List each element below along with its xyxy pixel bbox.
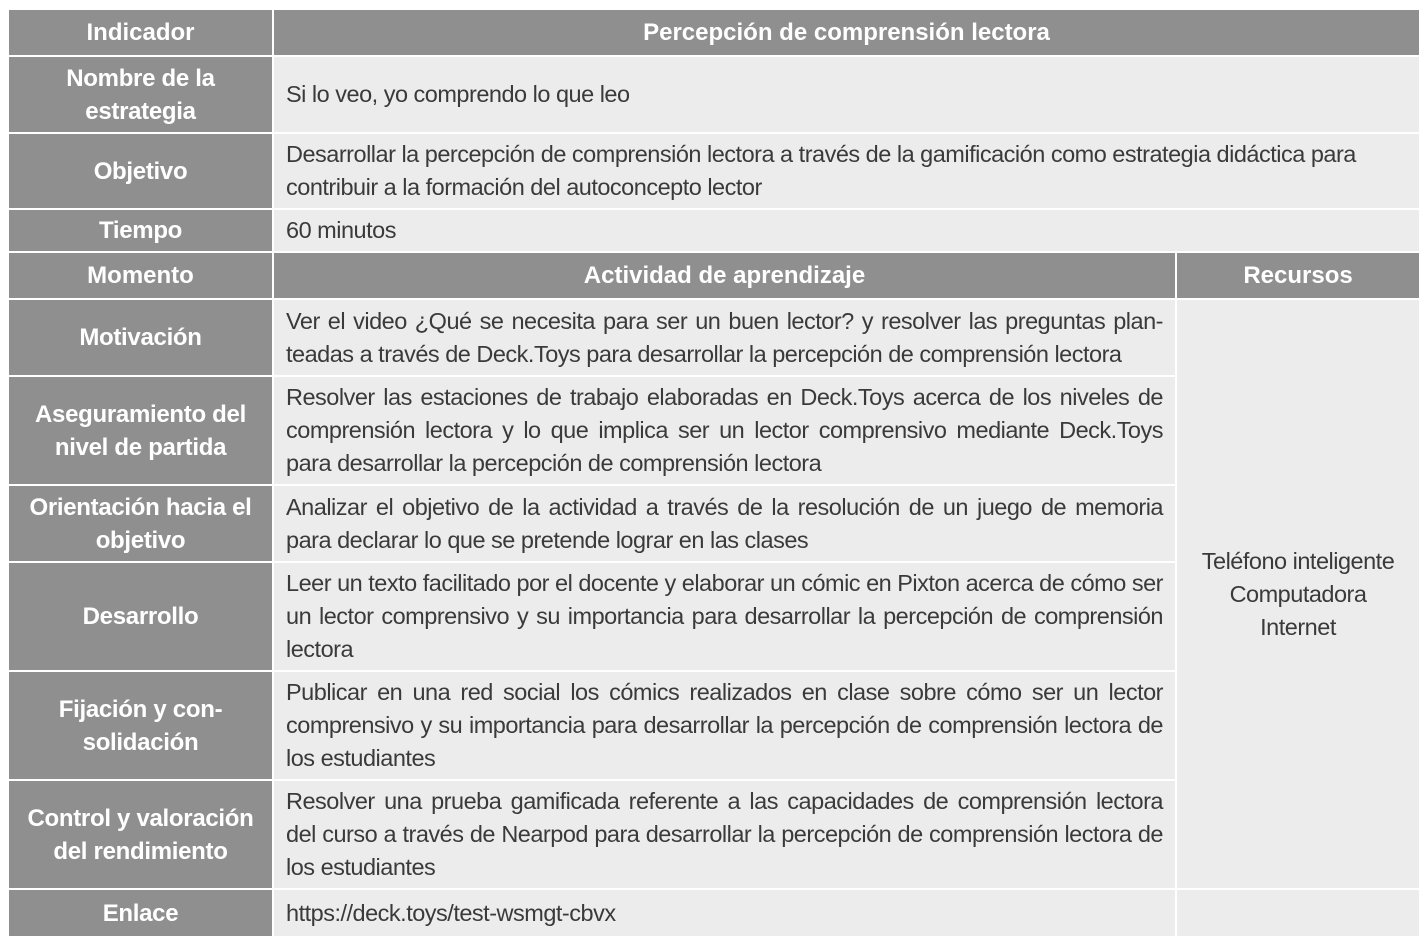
nombre-label: Nombre de la estrategia <box>8 56 273 133</box>
momento-cell: Motivación <box>8 299 273 376</box>
info-row-objetivo <box>8 133 1420 209</box>
objetivo-value: Desarrollar la percepción de comprensión lectora a través de la gamificación como estrategia didáctica para contribuir a la formación del autoconcepto lector <box>273 133 1420 209</box>
indicador-row <box>8 9 1420 56</box>
strategy-table <box>7 8 1421 938</box>
recurso-item: Teléfono inteligente <box>1201 547 1395 574</box>
table-row <box>8 299 1420 376</box>
recurso-item: Computadora <box>1229 580 1367 607</box>
recursos-cell <box>1176 299 1420 889</box>
nombre-value: Si lo veo, yo comprendo lo que leo <box>273 56 1420 133</box>
momento-header: Momento <box>8 252 273 299</box>
recurso-item: Internet <box>1260 613 1336 640</box>
objetivo-label: Objetivo <box>8 133 273 209</box>
actividad-cell: Publicar en una red social los cómics realizados en clase sobre cómo ser un lector comprensivo y su importancia para desarrollar la percepción de comprensión lectora de los estudiantes <box>273 671 1176 780</box>
enlace-link[interactable]: https://deck.toys/test-wsmgt-cbvx <box>273 889 1176 937</box>
enlace-label: Enlace <box>8 889 273 937</box>
actividad-cell: Ver el video ¿Qué se necesita para ser un buen lector? y resolver las preguntas plan-teadas a través de Deck.Toys para desarrollar la percepción de comprensión lectora <box>273 299 1176 376</box>
momento-cell: Fijación y con-solidación <box>8 671 273 780</box>
tiempo-value: 60 minutos <box>273 209 1420 252</box>
indicador-label: Indicador <box>8 9 273 56</box>
column-header-row <box>8 252 1420 299</box>
actividad-cell: Analizar el objetivo de la actividad a través de la resolución de un juego de memoria para declarar lo que se pretende lograr en las clases <box>273 485 1176 562</box>
info-row-tiempo <box>8 209 1420 252</box>
actividad-header: Actividad de aprendizaje <box>273 252 1176 299</box>
info-row-nombre <box>8 56 1420 133</box>
enlace-row <box>8 889 1420 937</box>
momento-cell: Desarrollo <box>8 562 273 671</box>
momento-cell: Orientación hacia el objetivo <box>8 485 273 562</box>
tiempo-label: Tiempo <box>8 209 273 252</box>
indicador-value: Percepción de comprensión lectora <box>273 9 1420 56</box>
actividad-cell: Leer un texto facilitado por el docente y elaborar un cómic en Pixton acerca de cómo ser un lector comprensivo y su importancia para desarrollar la percepción de comprensión lectora <box>273 562 1176 671</box>
momento-cell: Aseguramiento del nivel de partida <box>8 376 273 485</box>
enlace-recursos-empty <box>1176 889 1420 937</box>
actividad-cell: Resolver las estaciones de trabajo elaboradas en Deck.Toys acerca de los niveles de comprensión lectora y lo que implica ser un lector comprensivo mediante Deck.Toys para desarrollar la percepción de comprensión lectora <box>273 376 1176 485</box>
momento-cell: Control y valoración del rendimiento <box>8 780 273 889</box>
recursos-header: Recursos <box>1176 252 1420 299</box>
strategy-table-container <box>7 8 1419 938</box>
actividad-cell: Resolver una prueba gamificada referente a las capacidades de comprensión lectora del curso a través de Nearpod para desarrollar la percepción de comprensión lectora de los estudiantes <box>273 780 1176 889</box>
